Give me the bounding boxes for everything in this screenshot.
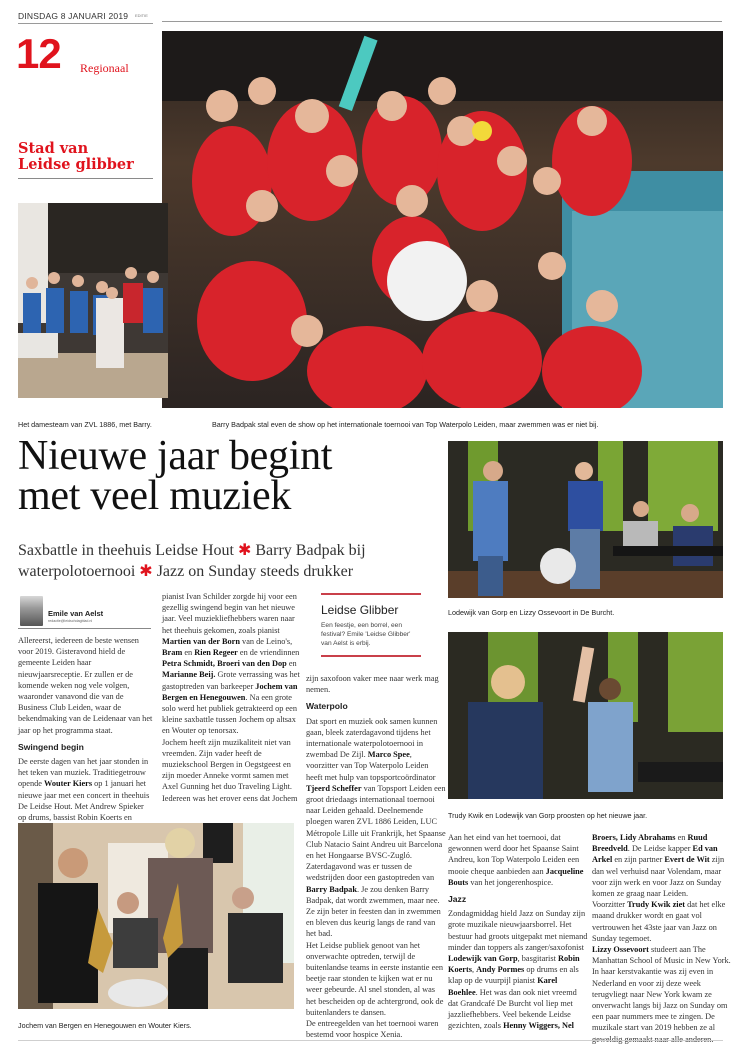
article-column-2 bbox=[162, 591, 302, 804]
paragraph: Broers, Lidy Abrahams en Ruud Breedveld. De Leidse kapper Ed van Arkel en zijn partner Evert de Wit zijn dan wel verhuisd naar Volendam, maar voor zijn werk en voor Jazz on Sunday komen ze graag naar Leiden. bbox=[592, 833, 725, 899]
infobox-title: Leidse Glibber bbox=[321, 603, 399, 617]
photo-toast bbox=[448, 632, 723, 799]
subheading-waterpolo: Waterpolo bbox=[306, 701, 348, 712]
caption-main-photo: Barry Badpak stal even de show op het internationale toernooi van Top Waterpolo Leiden, maar zwemmen was er niet bij. bbox=[212, 420, 599, 429]
article-column-3 bbox=[306, 673, 446, 1041]
photo-saxbattle bbox=[18, 823, 294, 1009]
paragraph: Zondagmiddag hield Jazz on Sunday zijn grote muzikale nieuwjaarsborrel. Het bestuur had groots uitgepakt met niemand minder dan toppers als zanger/saxofonist Lodewijk van Gorp, basgitarist Robin Koerts, Andy Pormes op drums en als klap op de vuurpijl pianist Karel Boehlee. Het was dan ook niet vreemd dat Grandcafé De Burcht vol liep met jazzliefhebbers. Veel bekende Leidse gezichten, zoals Henny Wiggers, Nel bbox=[448, 909, 588, 1031]
author-email[interactable]: redactie@leidschdagblad.nl bbox=[48, 619, 93, 623]
article-column-5 bbox=[592, 832, 732, 1045]
photo-waterpolo-crew bbox=[162, 31, 723, 408]
byline-rule bbox=[18, 628, 151, 629]
paragraph: Dat sport en muziek ook samen kunnen gaan, bleek zaterdagavond tijdens het internationale waterpolotoernooi in zwembad De Zijl. Marco Spee, voorzitter van Top Waterpolo Leiden heeft met hulp van topsportcoördinator Tjeerd Scheffer van Topsport Leiden een groot driedaags internationaal toernooi naar Leiden gehaald. Deelnemende ploegen waren ZVL 1886 Leiden, LUC Métropole Lille uit Frankrijk, het Spaanse Club Natacio Saint Andreu uit Barcelona en het Hongaarse BVSC-Zugló. Zaterdagavond was er tussen de wedstrijden door een gastoptreden van Barry Badpak. Je zou denken Barry Badpak, dat wordt zwemmen, maar nee. Ze zijn beter in feesten dan in zwemmen en bleven dus keurig langs de rand van het bad. bbox=[306, 716, 446, 939]
author-avatar bbox=[20, 596, 43, 626]
author-name: Emile van Aelst bbox=[48, 609, 104, 618]
subheading-swingend-begin: Swingend begin bbox=[18, 741, 84, 752]
caption-toast: Trudy Kwik en Lodewijk van Gorp proosten op het nieuwe jaar. bbox=[448, 811, 648, 820]
column-title bbox=[18, 141, 134, 173]
infobox-rule-top bbox=[321, 593, 421, 595]
article-subhead bbox=[18, 540, 443, 582]
paragraph: zijn saxofoon vaker mee naar werk mag nemen. bbox=[306, 674, 439, 695]
headline-line2: met veel muziek bbox=[18, 473, 292, 519]
photo-women-team bbox=[18, 203, 168, 398]
header-rule-right bbox=[162, 21, 722, 22]
subhead-part2: Barry Badpak bij waterpolotoernooi bbox=[18, 542, 366, 580]
paragraph: Jochem heeft zijn muzikaliteit niet van vreemden. Zijn vader heeft de muziekschool Bergen in Oegstgeest en zijn moeder Anneke vormt samen met Axel Gunning het duo Traveling Light. Iedereen was het erover eens dat Jochem bbox=[162, 737, 298, 803]
subhead-part3: Jazz on Sunday steeds drukker bbox=[156, 563, 354, 580]
article-column-1 bbox=[18, 635, 153, 823]
subheading-jazz: Jazz bbox=[448, 894, 467, 905]
column-title-line1: Stad van bbox=[18, 140, 89, 157]
infobox-rule-bottom bbox=[321, 655, 421, 657]
page-bottom-rule bbox=[18, 1040, 723, 1041]
article-headline bbox=[18, 433, 333, 519]
section-label: Regionaal bbox=[80, 61, 129, 75]
page-number: 12 bbox=[16, 30, 61, 77]
column-title-rule bbox=[18, 178, 153, 179]
column-title-line2: Leidse glibber bbox=[18, 156, 134, 173]
headline-line1: Nieuwe jaar begint bbox=[18, 433, 333, 479]
caption-women-team: Het damesteam van ZVL 1886, met Barry. bbox=[18, 420, 152, 429]
header-rule-left bbox=[18, 23, 153, 24]
paragraph: De eerste dagen van het jaar stonden in het teken van muziek. Traditiegetrouw opende Wouter Kiers op 1 januari het nieuwe jaar met een concert in theehuis De Leidse Hout. Met Andrew Spieker op drums, bassist Robin Koerts en bbox=[18, 757, 150, 823]
paragraph: pianist Ivan Schilder zorgde hij voor een gezellig swingend begin van het nieuwe jaar. Veel muziekliefhebbers waren naar het theehuis gekomen, zoals pianist Martien van der Born van de Leino's, Bram en Rien Regeer en de vriendinnen Petra Schmidt, Broeri van den Dop en Marianne Beij. Grote verrassing was het gastoptreden van barkeeper Jochem van Bergen en Henegouwen. Na een grote solo werd het publiek getrakteerd op een kleine saxbattle tussen Jochem op altsax en Wouter op tenorsax. bbox=[162, 592, 300, 736]
asterisk-icon: ✱ bbox=[139, 563, 153, 580]
paragraph: Het Leidse publiek genoot van het onverwachte optreden, terwijl de buitenlandse teams in eerste instantie een beetje raar stonden te kijken wat er nu weer gebeurde. Al snel stonden, al was het bescheiden op de achtergrond, ook de buitenlanders te dansen. bbox=[306, 940, 444, 1017]
paragraph: Voorzitter Trudy Kwik ziet dat het elke maand drukker wordt en gaat vol vertrouwen het 43ste jaar van Jazz on Sunday tegemoet. bbox=[592, 900, 726, 943]
column-infobox bbox=[321, 593, 421, 657]
article-column-4 bbox=[448, 832, 588, 1031]
caption-burcht: Lodewijk van Gorp en Lizzy Ossevoort in De Burcht. bbox=[448, 608, 615, 617]
caption-saxbattle: Jochem van Bergen en Henegouwen en Wouter Kiers. bbox=[18, 1021, 192, 1030]
photo-de-burcht-band bbox=[448, 441, 723, 598]
infobox-text: Een feestje, een borrel, een festival? Emile 'Leidse Glibber' van Aelst is erbij. bbox=[321, 622, 411, 647]
subhead-part1: Saxbattle in theehuis Leidse Hout bbox=[18, 542, 234, 559]
asterisk-icon: ✱ bbox=[237, 542, 252, 559]
paragraph: Allereerst, iedereen de beste wensen voor 2019. Gisteravond hield de gemeente Leiden haar nieuwjaarsreceptie. Er zullen er de komende weken nog vele volgen, waaronder vanavond die van de Business Club Leiden, waar de bekendmaking van de Leidenaar van het jaar op het programma staat. bbox=[18, 636, 153, 735]
paragraph: De entreegelden van het toernooi waren bestemd voor hospice Xenia. bbox=[306, 1019, 439, 1040]
paragraph: Lizzy Ossevoort studeert aan The Manhattan School of Music in New York. In haar kerstvakantie was zij even in Nederland en voor zij deze week terugvliegt naar New York kwam ze onverwacht langs bij Jazz on Sunday om een paar nummers mee te zingen. De muzikale start van 2019 hebben ze al bbox=[592, 945, 731, 1033]
edition-label: EDITIE bbox=[135, 13, 148, 18]
paragraph: Aan het eind van het toernooi, dat gewonnen werd door het Spaanse Saint Andreu, kon Top Waterpolo Leiden een mooie cheque aanbieden aan Jacqueline Bouts van het jongerenhospice. bbox=[448, 833, 584, 887]
issue-date: DINSDAG 8 JANUARI 2019 bbox=[18, 11, 129, 21]
